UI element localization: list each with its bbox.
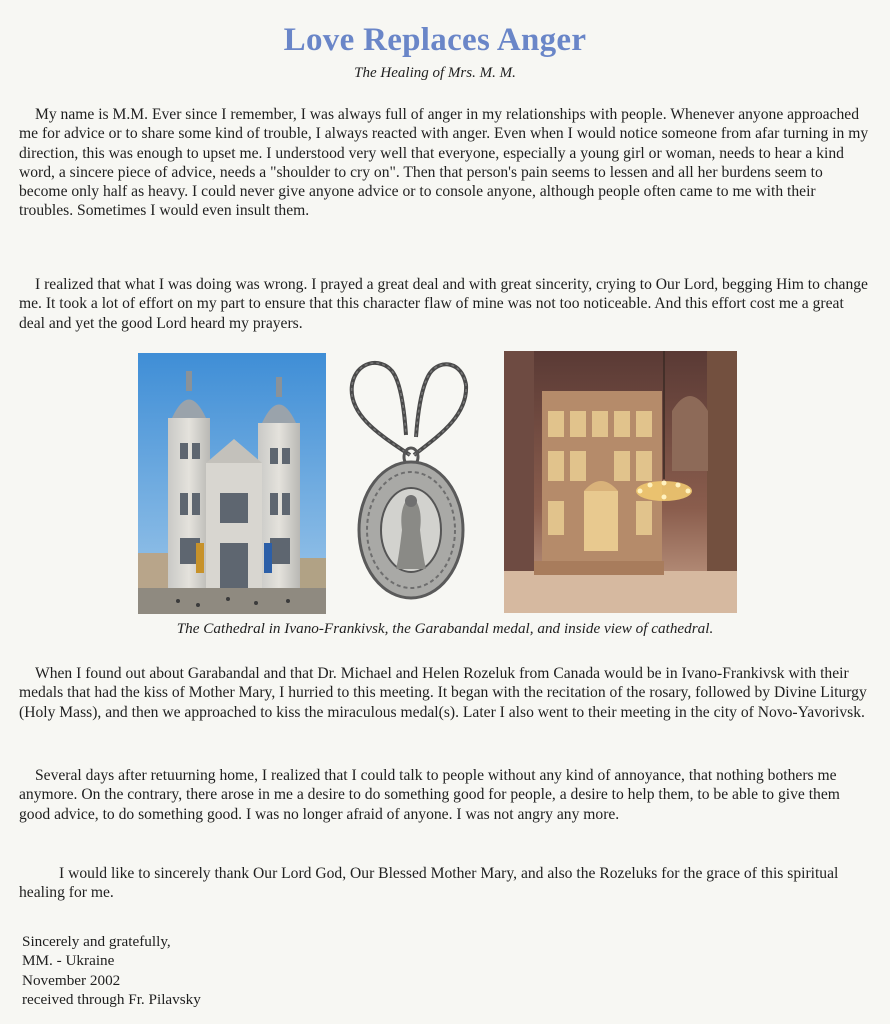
cathedral-exterior-photo [138, 353, 326, 614]
signature-block [22, 932, 201, 1010]
paragraph-3: When I found out about Garabandal and that Dr. Michael and Helen Rozeluk from Canada would be in Ivano-Frankivsk with their medals that had the kiss of Mother Mary, I hurried to this meeting. It began with the recitation of the rosary, followed by Divine Liturgy (Holy Mass), and then we approached to kiss the miraculous medal(s). Later I also went to their meeting in the city of Novo-Yavorivsk. [19, 665, 867, 721]
signature-date: November 2002 [22, 971, 121, 989]
paragraph-1: My name is M.M. Ever since I remember, I was always full of anger in my relationships with people. Whenever anyone approached me for advice or to share some kind of trouble, I always reacted with anger. Even when I would notice someone from afar turning in my direction, this was enough to upset me. I understood very well that everyone, especially a young girl or woman, needs to hear a kind word, a sincere piece of advice, needs a "shoulder to cry on". Then that person's pain seems to lessen and all her burdens seem to become only half as heavy. I could never give anyone advice or to console anyone, although people often came to me with their troubles. Sometimes I would even insult them. [19, 106, 869, 220]
photo-caption: The Cathedral in Ivano-Frankivsk, the Garabandal medal, and inside view of cathedral. [176, 620, 714, 637]
signature-author: MM. - Ukraine [22, 952, 115, 970]
cathedral-interior-photo [504, 351, 737, 613]
garabandal-medal-photo [340, 355, 480, 605]
paragraph-4: Several days after retuurning home, I realized that I could talk to people without any kind of annoyance, that nothing bothers me anymore. On the contrary, there arose in me a desire to do something good for people, a desire to help them, to be able to give them good advice, to do something good. I was no longer afraid of anyone. I was not angry any more. [19, 767, 840, 823]
signature-via: received through Fr. Pilavsky [22, 991, 201, 1009]
page-title: Love Replaces Anger [283, 22, 587, 58]
page-subtitle: The Healing of Mrs. M. M. [354, 65, 516, 81]
signature-closing: Sincerely and gratefully, [22, 933, 171, 950]
paragraph-5: I would like to sincerely thank Our Lord God, Our Blessed Mother Mary, and also the Rozeluks for the grace of this spiritual healing for me. [19, 865, 839, 902]
paragraph-2: I realized that what I was doing was wrong. I prayed a great deal and with great sincerity, crying to Our Lord, begging Him to change me. It took a lot of effort on my part to ensure that this character flaw of mine was not too noticeable. And this effort cost me a great deal and yet the good Lord heard my prayers. [19, 276, 868, 332]
